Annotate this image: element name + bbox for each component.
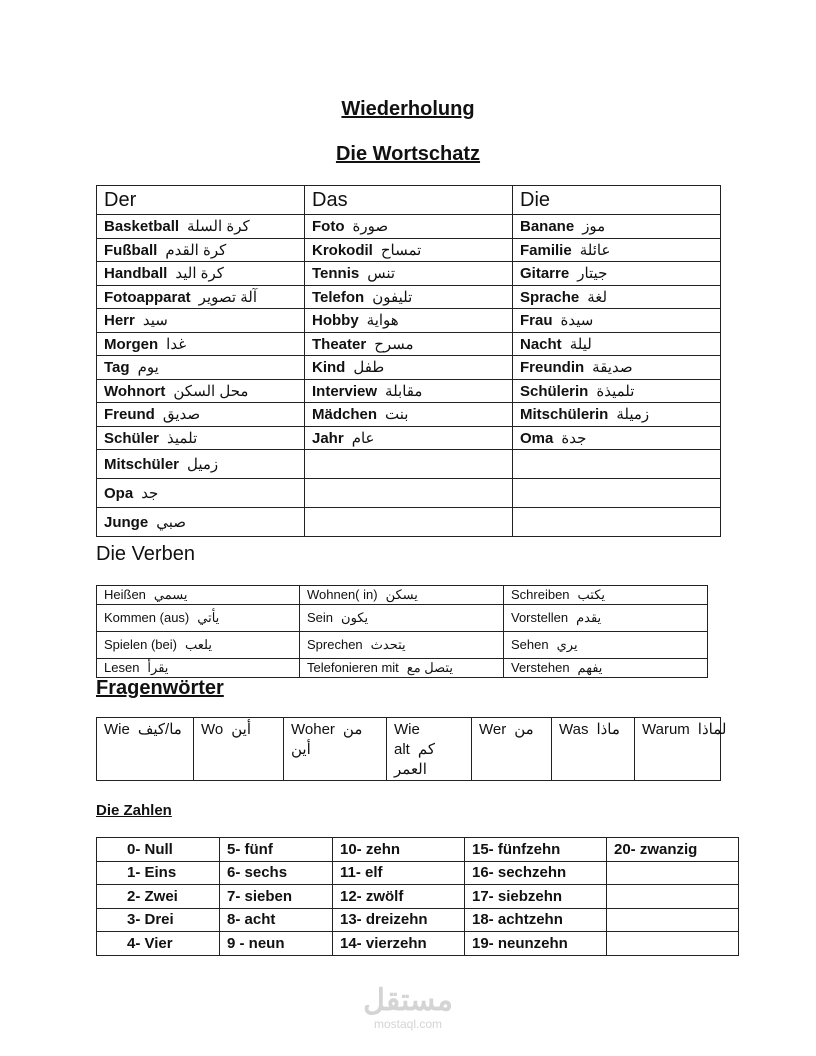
table-row	[97, 450, 721, 479]
verb-cell	[504, 632, 708, 659]
number-cell: 1- Eins	[97, 861, 220, 885]
german-word: Handball	[104, 265, 168, 283]
german-word: Opa	[104, 485, 134, 502]
vocab-cell	[513, 450, 721, 479]
question-words-table	[96, 717, 727, 781]
vocab-cell	[97, 238, 305, 262]
vocab-cell	[513, 426, 721, 450]
vocab-cell	[97, 309, 305, 333]
vocab-cell	[305, 285, 513, 309]
arabic-translation: يوم	[137, 359, 159, 377]
number-cell	[607, 861, 739, 885]
vocab-cell	[513, 332, 721, 356]
german-verb: Wohnen( in)	[307, 587, 378, 602]
arabic-translation: مقابلة	[385, 382, 423, 400]
number-cell	[607, 908, 739, 932]
arabic-translation: يتصل مع	[406, 660, 453, 675]
arabic-translation: من أين	[291, 721, 363, 758]
vocab-cell	[305, 508, 513, 537]
arabic-translation: زميل	[187, 456, 219, 473]
german-word: Schüler	[104, 429, 160, 447]
numbers-table	[96, 837, 739, 956]
arabic-translation: صورة	[352, 218, 389, 236]
number-cell: 7- sieben	[220, 885, 333, 909]
vocab-cell	[97, 215, 305, 239]
arabic-translation: أين	[231, 721, 251, 738]
number-cell: 2- Zwei	[97, 885, 220, 909]
number-cell: 11- elf	[333, 861, 465, 885]
arabic-translation: جد	[141, 485, 159, 502]
number-cell: 14- vierzehn	[333, 932, 465, 956]
table-row	[97, 309, 721, 333]
arabic-translation: سيد	[142, 312, 168, 330]
german-word: Mitschülerin	[520, 406, 609, 424]
arabic-translation: تمساح	[380, 241, 422, 259]
german-word: Freund	[104, 406, 155, 424]
table-row	[97, 332, 721, 356]
arabic-translation: صديق	[162, 406, 201, 424]
number-cell: 10- zehn	[333, 838, 465, 862]
vocab-cell	[97, 262, 305, 286]
question-word-cell	[635, 718, 727, 781]
number-cell: 0- Null	[97, 838, 220, 862]
questions-heading: Fragenwörter	[96, 677, 224, 699]
vocab-cell	[513, 508, 721, 537]
arabic-translation: يكتب	[577, 587, 606, 602]
german-word: Sprache	[520, 288, 580, 306]
question-word-cell	[194, 718, 284, 781]
arabic-translation: هواية	[366, 312, 399, 330]
number-cell: 8- acht	[220, 908, 333, 932]
german-verb: Sein	[307, 610, 334, 625]
vocab-cell	[97, 450, 305, 479]
vocab-cell	[97, 426, 305, 450]
german-question-word: Warum	[642, 721, 690, 738]
german-word: Tag	[104, 359, 130, 377]
table-row	[97, 379, 721, 403]
table-row	[97, 238, 721, 262]
german-word: Theater	[312, 335, 367, 353]
table-row	[97, 659, 708, 678]
vocab-cell	[513, 215, 721, 239]
arabic-translation: عام	[351, 429, 375, 447]
german-question-word: Wie alt	[394, 721, 420, 758]
german-word: Telefon	[312, 288, 365, 306]
arabic-translation: صبي	[156, 514, 186, 531]
verb-cell	[504, 605, 708, 632]
number-cell: 18- achtzehn	[465, 908, 607, 932]
verb-cell	[300, 605, 504, 632]
german-word: Mitschüler	[104, 456, 180, 473]
german-word: Frau	[520, 312, 553, 330]
arabic-translation: مسرح	[374, 335, 414, 353]
question-word-cell	[472, 718, 552, 781]
arabic-translation: كرة اليد	[175, 265, 224, 283]
arabic-translation: تليفون	[372, 288, 413, 306]
number-cell: 13- dreizehn	[333, 908, 465, 932]
arabic-translation: ماذا	[596, 721, 620, 738]
table-row	[97, 605, 708, 632]
number-cell: 19- neunzehn	[465, 932, 607, 956]
question-word-cell	[387, 718, 472, 781]
german-word: Familie	[520, 241, 572, 259]
vocab-cell	[305, 450, 513, 479]
verbs-heading: Die Verben	[96, 543, 195, 565]
german-verb: Spielen (bei)	[104, 637, 177, 652]
number-cell: 12- zwölf	[333, 885, 465, 909]
question-word-cell	[552, 718, 635, 781]
verb-cell	[300, 586, 504, 605]
german-word: Wohnort	[104, 382, 166, 400]
vocab-cell	[305, 238, 513, 262]
german-verb: Vorstellen	[511, 610, 569, 625]
arabic-translation: موز	[582, 218, 606, 236]
vocab-cell	[513, 238, 721, 262]
arabic-translation: لماذا	[697, 721, 727, 738]
number-cell: 15- fünfzehn	[465, 838, 607, 862]
arabic-translation: يقدم	[576, 610, 602, 625]
arabic-translation: تنس	[367, 265, 396, 283]
arabic-translation: من	[514, 721, 534, 738]
vocab-cell	[513, 309, 721, 333]
vocab-cell	[97, 508, 305, 537]
arabic-translation: يكون	[341, 610, 369, 625]
arabic-translation: يفهم	[577, 660, 603, 675]
table-row	[97, 632, 708, 659]
table-row	[97, 932, 739, 956]
arabic-translation: يسمي	[153, 587, 188, 602]
number-cell	[607, 932, 739, 956]
arabic-translation: محل السكن	[173, 382, 249, 400]
german-question-word: Wer	[479, 721, 507, 738]
verb-cell	[97, 586, 300, 605]
arabic-translation: يلعب	[185, 637, 212, 652]
number-cell: 6- sechs	[220, 861, 333, 885]
vocab-cell	[305, 309, 513, 333]
arabic-translation: زميلة	[616, 406, 650, 424]
table-row	[97, 838, 739, 862]
arabic-translation: ما/كيف	[137, 721, 182, 738]
arabic-translation: غدا	[166, 335, 187, 353]
arabic-translation: تلميذة	[596, 382, 635, 400]
german-word: Schülerin	[520, 382, 589, 400]
german-word: Krokodil	[312, 241, 373, 259]
number-cell: 3- Drei	[97, 908, 220, 932]
german-word: Freundin	[520, 359, 585, 377]
arabic-translation: تلميذ	[167, 429, 198, 447]
german-question-word: Was	[559, 721, 589, 738]
arabic-translation: يري	[556, 637, 578, 652]
german-word: Gitarre	[520, 265, 570, 283]
arabic-translation: سيدة	[560, 312, 594, 330]
german-word: Interview	[312, 382, 378, 400]
arabic-translation: كرة السلة	[187, 218, 250, 236]
table-row	[97, 508, 721, 537]
vocab-cell	[97, 479, 305, 508]
vocabulary-table	[96, 185, 721, 537]
table-row	[97, 861, 739, 885]
arabic-translation: كرة القدم	[165, 241, 227, 259]
german-verb: Verstehen	[511, 660, 570, 675]
verb-cell	[300, 632, 504, 659]
number-cell	[607, 885, 739, 909]
table-row	[97, 285, 721, 309]
german-word: Junge	[104, 514, 149, 531]
vocab-header-cell: Die	[513, 186, 721, 215]
vocab-cell	[305, 262, 513, 286]
verb-cell	[97, 659, 300, 678]
verb-cell	[300, 659, 504, 678]
number-cell: 9 - neun	[220, 932, 333, 956]
vocab-header-cell: Das	[305, 186, 513, 215]
arabic-translation: ليلة	[569, 335, 592, 353]
verbs-table	[96, 585, 708, 678]
question-word-cell	[284, 718, 387, 781]
arabic-translation: جدة	[561, 429, 587, 447]
arabic-translation: عائلة	[579, 241, 611, 259]
number-cell: 5- fünf	[220, 838, 333, 862]
german-word: Foto	[312, 218, 345, 236]
watermark-logo	[352, 985, 464, 1031]
german-word: Fußball	[104, 241, 158, 259]
number-cell: 17- siebzehn	[465, 885, 607, 909]
arabic-translation: آلة تصوير	[198, 288, 258, 306]
german-question-word: Wo	[201, 721, 224, 738]
german-verb: Telefonieren mit	[307, 660, 399, 675]
german-verb: Sehen	[511, 637, 549, 652]
page-subtitle: Die Wortschatz	[335, 143, 481, 165]
verb-cell	[504, 586, 708, 605]
german-word: Banane	[520, 218, 575, 236]
german-verb: Heißen	[104, 587, 146, 602]
vocab-cell	[513, 356, 721, 380]
vocab-header-cell: Der	[97, 186, 305, 215]
verb-cell	[97, 605, 300, 632]
number-cell: 4- Vier	[97, 932, 220, 956]
vocab-cell	[305, 356, 513, 380]
vocab-cell	[97, 403, 305, 427]
table-row	[97, 262, 721, 286]
german-word: Basketball	[104, 218, 180, 236]
arabic-translation: كم العمر	[394, 741, 435, 778]
watermark-latin: mostaql.com	[373, 1017, 443, 1031]
german-question-word: Wie	[104, 721, 130, 738]
arabic-translation: يسكن	[385, 587, 418, 602]
german-word: Tennis	[312, 265, 360, 283]
arabic-translation: يأتي	[197, 610, 220, 625]
numbers-heading: Die Zahlen	[96, 802, 172, 819]
german-word: Mädchen	[312, 406, 378, 424]
vocab-cell	[513, 403, 721, 427]
vocab-header-row	[97, 186, 721, 215]
arabic-translation: يقرأ	[147, 660, 169, 675]
table-row	[97, 403, 721, 427]
german-question-word: Woher	[291, 721, 335, 738]
german-verb: Lesen	[104, 660, 140, 675]
vocab-cell	[513, 479, 721, 508]
table-row	[97, 356, 721, 380]
vocab-cell	[97, 332, 305, 356]
german-word: Oma	[520, 429, 554, 447]
number-cell: 16- sechzehn	[465, 861, 607, 885]
vocab-cell	[97, 356, 305, 380]
table-row	[97, 479, 721, 508]
arabic-translation: جيتار	[577, 265, 608, 283]
german-word: Herr	[104, 312, 135, 330]
arabic-translation: طفل	[353, 359, 385, 377]
vocab-cell	[305, 215, 513, 239]
german-verb: Sprechen	[307, 637, 363, 652]
vocab-cell	[513, 262, 721, 286]
table-row	[97, 885, 739, 909]
watermark-arabic: مستقل	[363, 984, 453, 1017]
vocab-cell	[305, 379, 513, 403]
arabic-translation: يتحدث	[370, 637, 406, 652]
vocab-cell	[513, 379, 721, 403]
vocab-cell	[305, 426, 513, 450]
arabic-translation: بنت	[385, 406, 409, 424]
vocab-cell	[305, 479, 513, 508]
arabic-translation: لغة	[587, 288, 608, 306]
table-row	[97, 586, 708, 605]
german-word: Hobby	[312, 312, 359, 330]
german-word: Morgen	[104, 335, 159, 353]
table-row	[97, 215, 721, 239]
vocab-cell	[97, 285, 305, 309]
vocab-cell	[305, 332, 513, 356]
vocab-cell	[513, 285, 721, 309]
verb-cell	[504, 659, 708, 678]
vocab-cell	[305, 403, 513, 427]
german-word: Nacht	[520, 335, 562, 353]
verb-cell	[97, 632, 300, 659]
german-word: Jahr	[312, 429, 344, 447]
vocab-cell	[97, 379, 305, 403]
german-word: Fotoapparat	[104, 288, 191, 306]
german-verb: Kommen (aus)	[104, 610, 190, 625]
german-word: Kind	[312, 359, 346, 377]
number-cell: 20- zwanzig	[607, 838, 739, 862]
arabic-translation: صديقة	[592, 359, 633, 377]
table-row	[97, 426, 721, 450]
page-title: Wiederholung	[341, 98, 475, 120]
table-row	[97, 908, 739, 932]
question-word-cell	[97, 718, 194, 781]
german-verb: Schreiben	[511, 587, 570, 602]
